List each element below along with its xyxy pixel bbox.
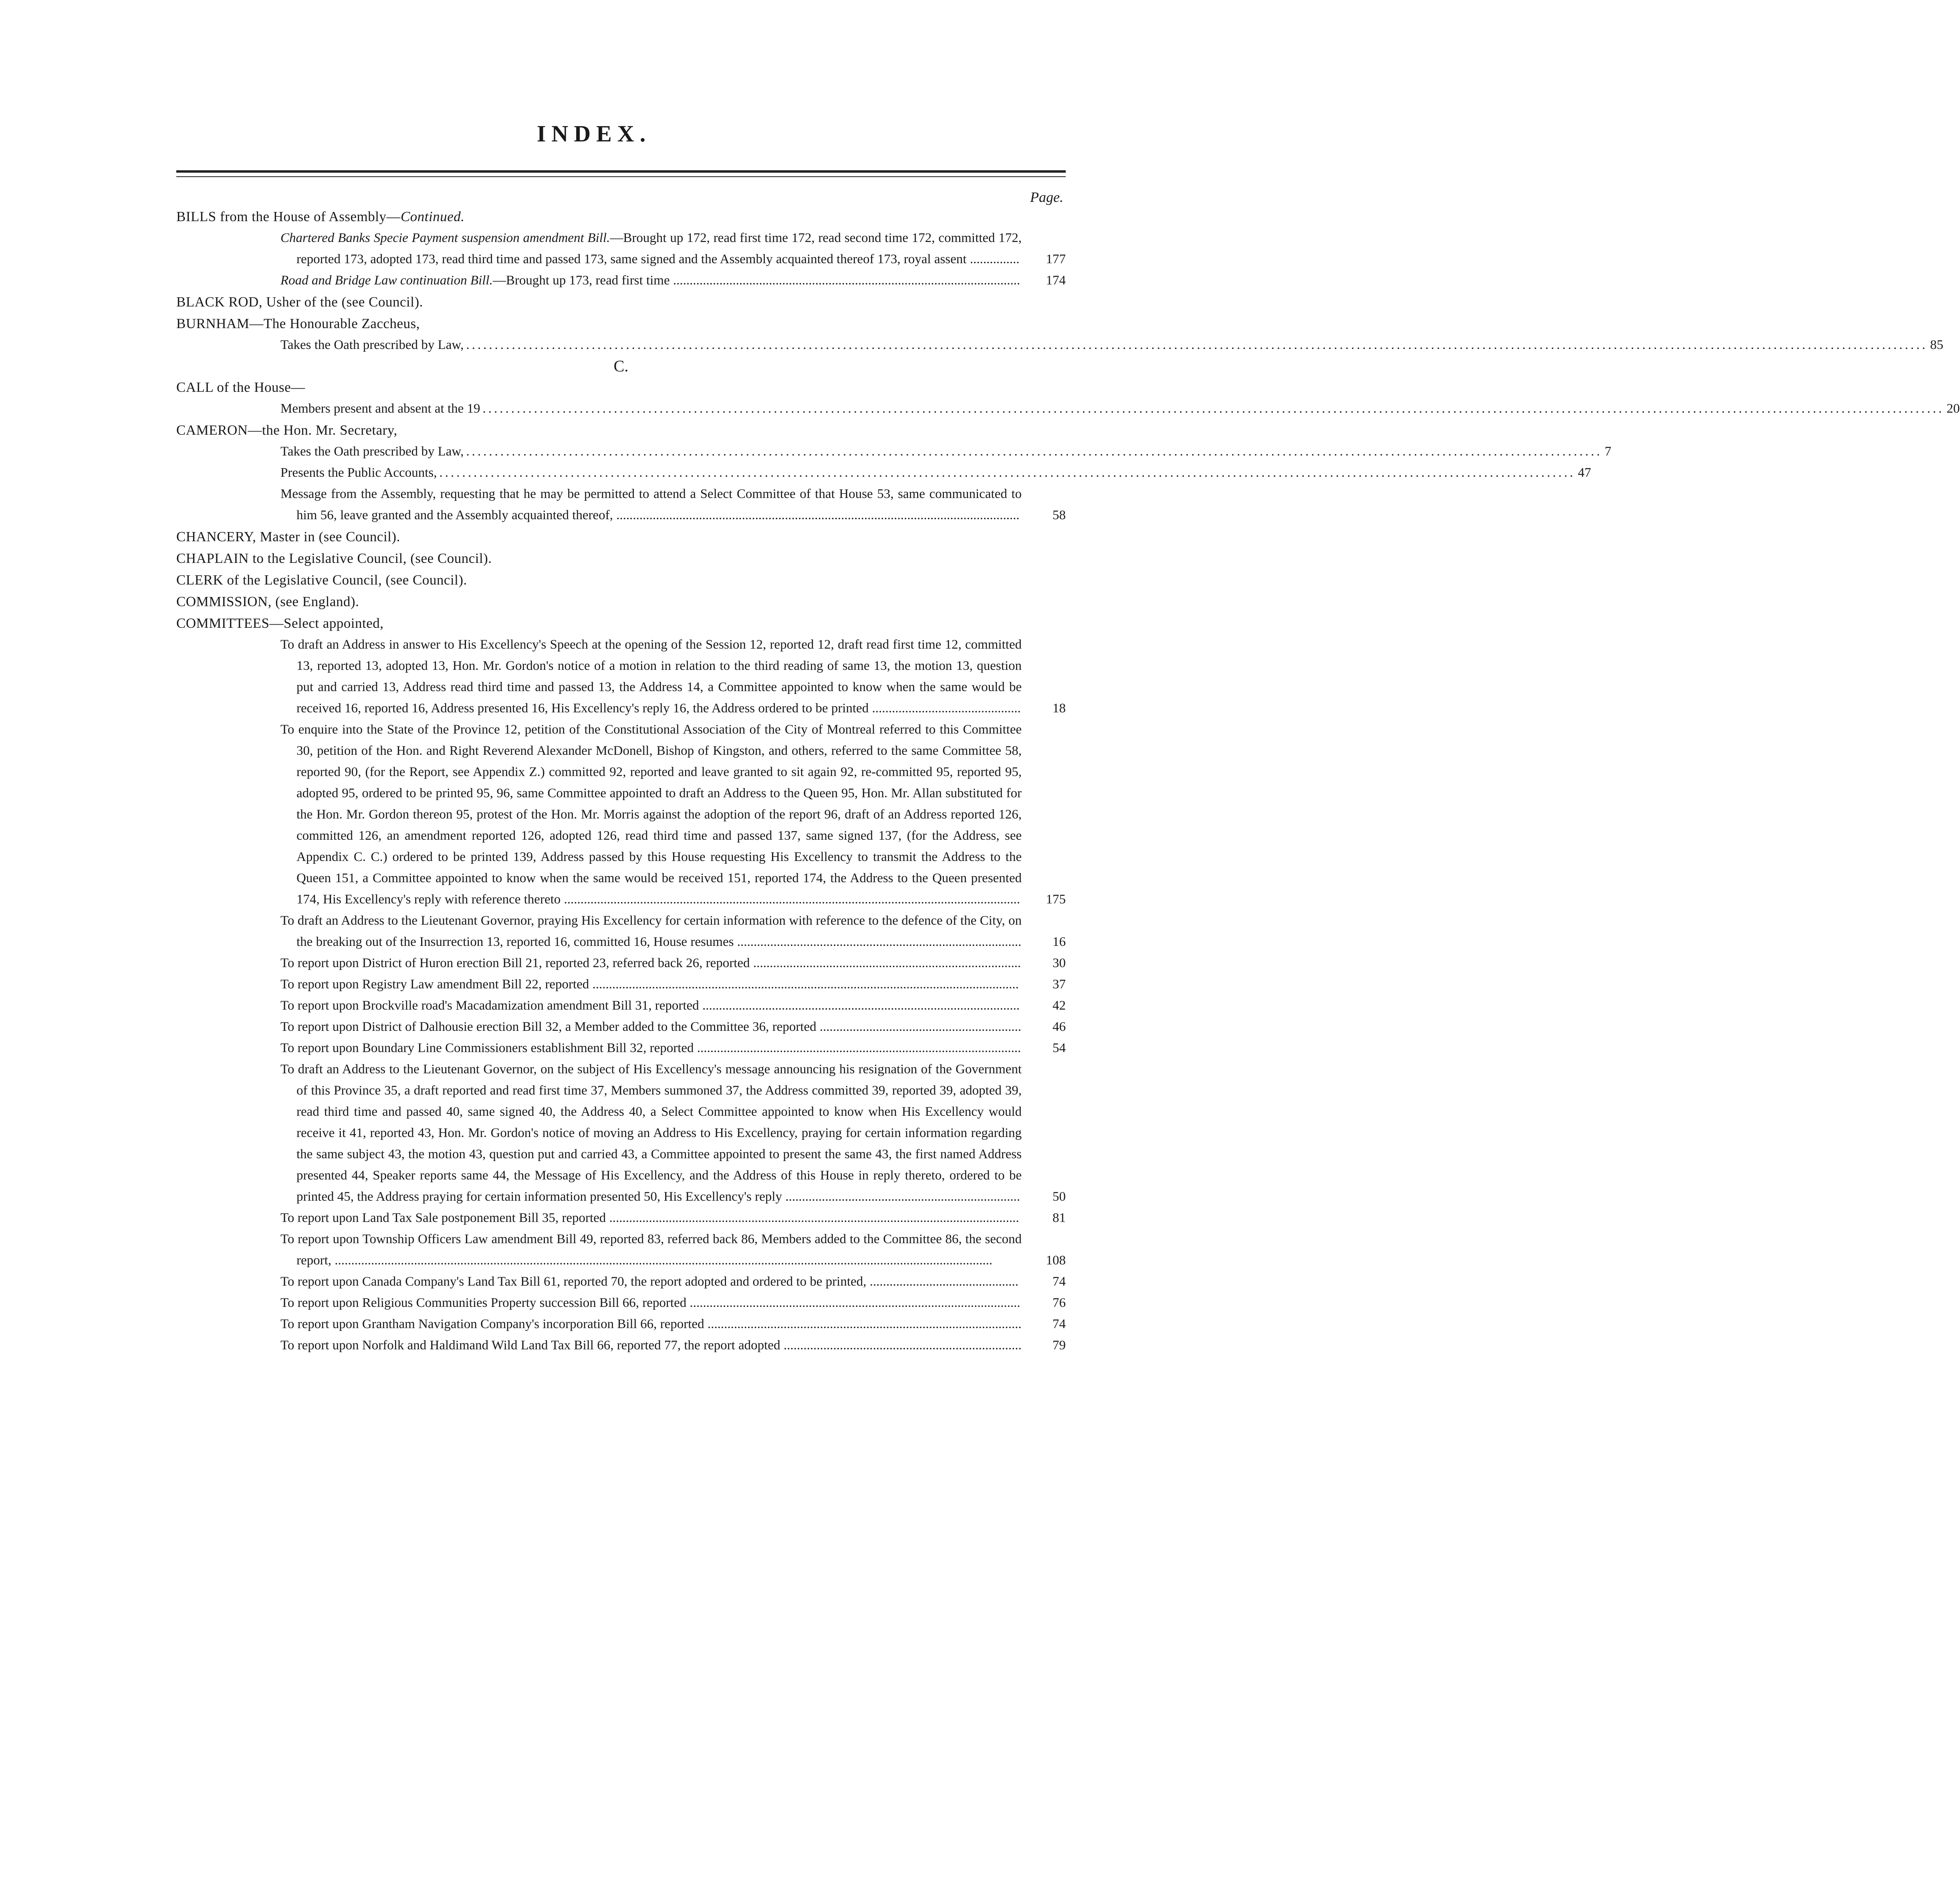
entry-text: Presents the Public Accounts, <box>280 466 437 480</box>
dot-leader: ...................................................................................... <box>734 935 1022 949</box>
dot-leader: ............................................................................................... <box>704 1317 1022 1331</box>
entry-text: Message from the Assembly, requesting that he may be permitted to attend a Select Committee of that House 53, same communicated to him 56, leave granted and the Assembly acquainted thereof, <box>280 487 1022 522</box>
entry-text: —Brought up 173, read first time <box>492 273 670 288</box>
entry-text: To report upon Registry Law amendment Bill 22, reported <box>280 977 589 992</box>
cameron-heading: CAMERON—the Hon. Mr. Secretary, <box>176 422 397 438</box>
committee-entry <box>280 1335 1066 1356</box>
dot-leader: ........................................................................ <box>780 1338 1022 1353</box>
bills-heading: BILLS from the House of Assembly—Continued. <box>176 209 465 224</box>
call-entry <box>280 398 1960 419</box>
entry-text: To report upon District of Dalhousie erection Bill 32, a Member added to the Committee 36, reported <box>280 1020 817 1034</box>
page-number: 42 <box>1030 995 1066 1016</box>
clerk-entry: CLERK of the Legislative Council, (see Council). <box>176 572 467 588</box>
burnham-oath-entry <box>280 335 1944 356</box>
page-number: 177 <box>1030 249 1066 270</box>
entry-text: Takes the Oath prescribed by Law, <box>280 338 464 352</box>
bill-entry <box>280 228 1066 270</box>
dot-leader: ....................................................................................................................................................................................................... <box>331 1253 993 1268</box>
black-rod-entry: BLACK ROD, Usher of the (see Council). <box>176 294 423 310</box>
committees-list <box>176 634 1066 1356</box>
entry-text: Members present and absent at the 19 <box>280 401 480 416</box>
bills-list <box>176 228 1066 291</box>
page-number: 58 <box>1030 505 1066 526</box>
dot-leader: .......................................................................................................................................... <box>561 892 1020 907</box>
entry-text: To report upon Township Officers Law amendment Bill 49, reported 83, referred back 86, Members added to the Committee 86, the second report, <box>280 1232 1022 1268</box>
page-title: INDEX. <box>536 121 651 147</box>
dot-leader: ............................................. <box>866 1274 1018 1289</box>
committee-entry <box>280 634 1066 719</box>
committee-entry <box>280 995 1066 1016</box>
committee-entry <box>280 974 1066 995</box>
burnham-heading: BURNHAM—The Honourable Zaccheus, <box>176 316 420 331</box>
dot-leader: ............... <box>966 252 1020 266</box>
entry-text: To draft an Address in answer to His Excellency's Speech at the opening of the Session 12, reported 12, draft read first time 12, committed 13, reported 13, adopted 13, Hon. Mr. Gordon's notice of a motion in relation to the third reading of same 13, the motion 13, question put and carried 13, Address read third time and passed 13, the Address 14, a Committee appointed to know when the same would be received 16, reported 16, Address presented 16, His Excellency's reply 16, the Address ordered to be printed <box>280 637 1022 716</box>
dot-leader: ................................................................................. <box>750 956 1021 970</box>
committee-entry <box>280 1229 1066 1271</box>
dot-leader: ......................................................................................................... <box>669 273 1020 288</box>
committee-entry <box>280 1059 1066 1208</box>
dot-leader: ............................................................................................................................ <box>606 1211 1019 1225</box>
call-heading: CALL of the House— <box>176 379 305 395</box>
page-number: 54 <box>1030 1038 1066 1059</box>
cameron-message-entry <box>280 484 1066 526</box>
entry-text: To draft an Address to the Lieutenant Governor, on the subject of His Excellency's message announcing his resignation of the Government of this Province 35, a draft reported and read first time 37, Members summoned 37, the Address committed 39, reported 39, adopted 39, read third time and passed 40, same signed 40, the Address 40, a Select Committee appointed to know when His Excellency would receive it 41, reported 43, Hon. Mr. Gordon's notice of moving an Address to His Excellency, praying for certain information regarding the same subject 43, the motion 43, question put and carried 43, a Committee appointed to present the same 43, the first named Address presented 44, Speaker reports same 44, the Message of His Excellency, and the Address of this House in reply thereto, ordered to be printed 45, the Address praying for certain information presented 50, His Excellency's reply <box>280 1062 1022 1204</box>
committee-entry <box>280 1208 1066 1229</box>
committee-entry <box>280 719 1066 910</box>
page-number: 30 <box>1030 953 1066 974</box>
dot-leader: ................................................................................................................................. <box>589 977 1019 992</box>
committee-entry <box>280 1271 1066 1292</box>
page-column-label: Page. <box>1030 189 1063 205</box>
page-number: 18 <box>1030 698 1066 719</box>
title-rule-thick <box>176 170 1066 173</box>
dot-leader: ....................................................................................................................................................................................................... <box>466 444 1603 459</box>
committee-entry <box>280 1292 1066 1314</box>
dot-leader: .................................................................................................. <box>694 1041 1021 1055</box>
page-number: 50 <box>1030 1186 1066 1208</box>
committees-heading: COMMITTEES—Select appointed, <box>176 615 384 631</box>
dot-leader: .......................................................................................................................... <box>613 508 1020 522</box>
title-rule-thin <box>176 176 1066 177</box>
entry-text: Takes the Oath prescribed by Law, <box>280 444 464 459</box>
page-number: 79 <box>1030 1335 1066 1356</box>
page-number: 46 <box>1030 1016 1066 1038</box>
chancery-entry: CHANCERY, Master in (see Council). <box>176 529 400 544</box>
entry-text: To enquire into the State of the Province 12, petition of the Constitutional Association of the City of Montreal referred to this Committee 30, petition of the Hon. and Right Reverend Alexander McDonell, Bishop of Kingston, and others, referred to the same Committee 58, reported 90, (for the Report, see Appendix Z.) committed 92, reported and leave granted to sit again 92, re-committed 95, reported 95, adopted 95, ordered to be printed 95, 96, same Committee appointed to draft an Address to the Queen 95, Hon. Mr. Allan substituted for the Hon. Mr. Gordon thereon 95, protest of the Hon. Mr. Morris against the adoption of the report 96, draft of an Address reported 126, committed 126, an amendment reported 126, adopted 126, read third time and passed 137, same signed 137, (for the Address, see Appendix C. C.) ordered to be printed 139, Address passed by this House requesting His Excellency to transmit the Address to the Queen 151, a Committee appointed to know when the same would be received 151, reported 174, the Address to the Queen presented 174, His Excellency's reply with reference thereto <box>280 722 1022 907</box>
page-number: 175 <box>1030 889 1066 910</box>
chaplain-entry: CHAPLAIN to the Legislative Council, (see Council). <box>176 550 492 566</box>
page-number: 108 <box>1030 1250 1066 1271</box>
cameron-entry <box>280 462 1591 484</box>
page-number: 76 <box>1030 1292 1066 1314</box>
entry-text: —Brought up 172, read first time 172, read second time 172, committed 172, reported 173, adopted 173, read third time and passed 173, same signed and the Assembly acquainted thereof 173, royal assent <box>296 231 1022 266</box>
dot-leader: ....................................................................................................................................................................................................... <box>439 466 1576 480</box>
entry-text: To report upon Brockville road's Macadamization amendment Bill 31, reported <box>280 998 699 1013</box>
page-number: 20 <box>1946 401 1960 416</box>
dot-leader: ................................................................................................................................................................................................................................................................ <box>466 338 1928 352</box>
index-content <box>176 188 1960 1356</box>
committee-entry <box>280 1038 1066 1059</box>
page-number: 7 <box>1605 444 1611 459</box>
cameron-entry <box>280 441 1611 462</box>
page-number: 174 <box>1030 270 1066 291</box>
entry-text: To report upon Land Tax Sale postponement Bill 35, reported <box>280 1211 606 1225</box>
dot-leader: ....................................................................... <box>782 1189 1020 1204</box>
entry-text: To report upon Norfolk and Haldimand Wild Land Tax Bill 66, reported 77, the report adopted <box>280 1338 780 1353</box>
bill-entry <box>280 270 1066 291</box>
committee-entry <box>280 1314 1066 1335</box>
dot-leader: .................................................................................................... <box>686 1296 1020 1310</box>
entry-text: To report upon Religious Communities Property succession Bill 66, reported <box>280 1296 687 1310</box>
entry-text: To report upon Canada Company's Land Tax Bill 61, reported 70, the report adopted and ordered to be printed, <box>280 1274 867 1289</box>
cameron-list <box>176 441 1611 484</box>
page-number: 47 <box>1578 466 1591 480</box>
committee-entry <box>280 910 1066 953</box>
page-number: 16 <box>1030 931 1066 953</box>
entry-text: To report upon District of Huron erection Bill 21, reported 23, referred back 26, reported <box>280 956 750 970</box>
dot-leader: ................................................................................................ <box>699 998 1020 1013</box>
page-number: 74 <box>1030 1314 1066 1335</box>
committee-entry <box>280 953 1066 974</box>
dot-leader: ................................................................................................................................................................................................................................................................ <box>482 401 1944 416</box>
page-number: 85 <box>1930 338 1944 352</box>
entry-text: To report upon Grantham Navigation Company's incorporation Bill 66, reported <box>280 1317 704 1331</box>
page-number: 37 <box>1030 974 1066 995</box>
dot-leader: ............................................................. <box>816 1020 1022 1034</box>
entry-text: To report upon Boundary Line Commissioners establishment Bill 32, reported <box>280 1041 694 1055</box>
page-number: 81 <box>1030 1208 1066 1229</box>
section-letter-c: C. <box>613 357 629 375</box>
dot-leader: ............................................. <box>869 701 1021 716</box>
entry-text: To draft an Address to the Lieutenant Governor, praying His Excellency for certain information with reference to the defence of the City, on the breaking out of the Insurrection 13, reported 16, committed 16, House resumes <box>280 913 1022 949</box>
page-number: 74 <box>1030 1271 1066 1292</box>
commission-entry: COMMISSION, (see England). <box>176 594 359 609</box>
entry-title: Road and Bridge Law continuation Bill. <box>280 273 493 288</box>
entry-title: Chartered Banks Specie Payment suspension amendment Bill. <box>280 231 610 245</box>
committee-entry <box>280 1016 1066 1038</box>
